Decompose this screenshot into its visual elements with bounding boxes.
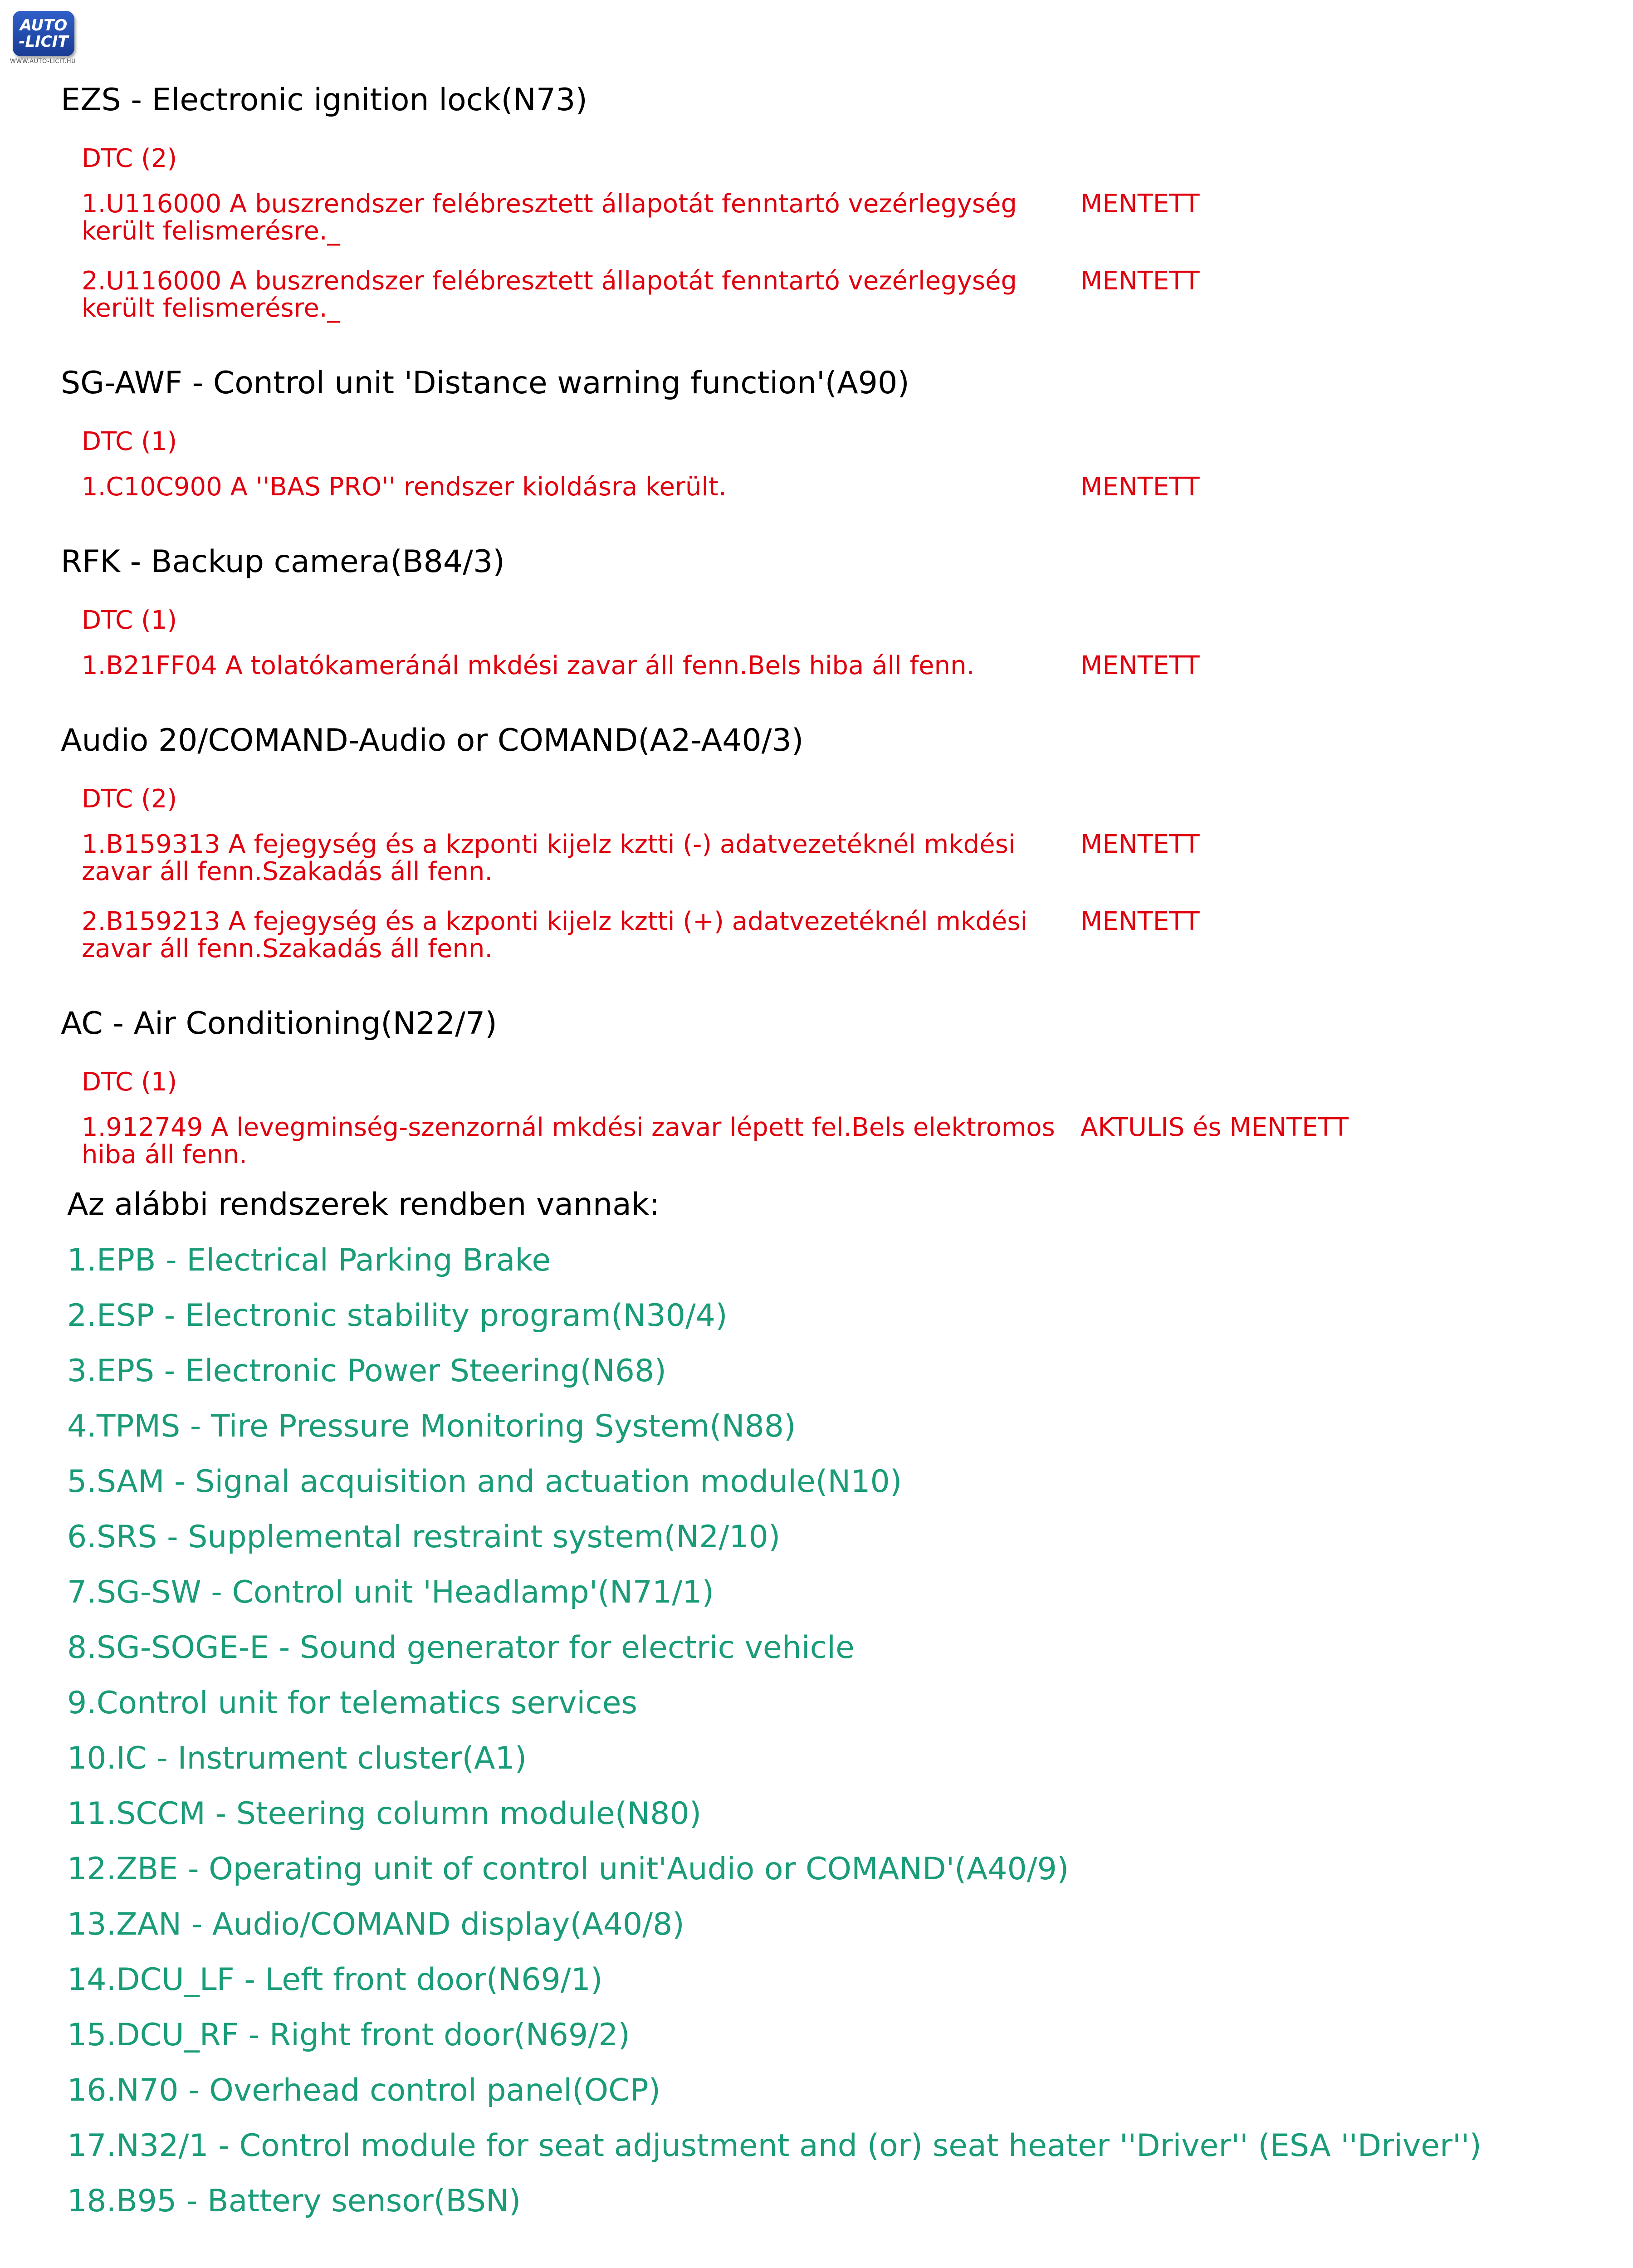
ok-system-item: 1.EPB - Electrical Parking Brake (67, 1242, 551, 1278)
ok-system-item: 16.N70 - Overhead control panel(OCP) (67, 2072, 661, 2108)
logo-line-2: -LICIT (19, 33, 68, 51)
dtc-description: 1.U116000 A buszrendszer felébresztett állapotát fenntartó vezérlegység került felismerésre._ (82, 189, 1017, 246)
ok-systems-section (0, 1168, 1633, 2229)
fault-section (0, 0, 1633, 322)
dtc-description: 2.U116000 A buszrendszer felébresztett állapotát fenntartó vezérlegység került felismerésre._ (82, 266, 1017, 323)
dtc-count: DTC (1) (82, 606, 177, 635)
section-title: SG-AWF - Control unit 'Distance warning function'(A90) (61, 365, 909, 401)
dtc-status: AKTULIS és MENTETT (1081, 1113, 1349, 1142)
section-title: AC - Air Conditioning(N22/7) (61, 1006, 497, 1041)
ok-system-item: 2.ESP - Electronic stability program(N30/4) (67, 1298, 728, 1334)
dtc-row (82, 191, 1533, 245)
ok-system-item: 11.SCCM - Steering column module(N80) (67, 1796, 702, 1832)
ok-system-item: 6.SRS - Supplemental restraint system(N2/10) (67, 1519, 781, 1555)
dtc-count: DTC (1) (82, 1067, 177, 1097)
fault-section (0, 322, 1633, 501)
ok-system-item: 7.SG-SW - Control unit 'Headlamp'(N71/1) (67, 1574, 714, 1610)
fault-section (0, 679, 1633, 963)
section-title: Audio 20/COMAND-Audio or COMAND(A2-A40/3) (61, 723, 804, 758)
dtc-row (82, 831, 1533, 885)
dtc-count: DTC (2) (82, 784, 177, 814)
fault-section (0, 501, 1633, 679)
dtc-description: 1.B21FF04 A tolatókameránál mkdési zavar áll fenn.Bels hiba áll fenn. (82, 651, 975, 680)
ok-system-item: 17.N32/1 - Control module for seat adjustment and (or) seat heater ''Driver'' (ESA ''Driver'') (67, 2128, 1481, 2164)
dtc-description: 1.B159313 A fejegység és a kzponti kijelz kztti (-) adatvezetéknél mkdési zavar áll fenn.Szakadás áll fenn. (82, 830, 1016, 886)
ok-system-item: 14.DCU_LF - Left front door(N69/1) (67, 1962, 603, 1998)
fault-section (0, 963, 1633, 1168)
dtc-description: 1.912749 A levegminség-szenzornál mkdési zavar lépett fel.Bels elektromos hiba áll fenn. (82, 1113, 1055, 1169)
dtc-row (82, 268, 1533, 322)
dtc-row (82, 652, 1533, 679)
dtc-row (82, 908, 1533, 963)
dtc-status: MENTETT (1081, 830, 1200, 859)
logo-line-1: AUTO (20, 16, 68, 34)
dtc-row (82, 474, 1533, 501)
dtc-status: MENTETT (1081, 907, 1200, 936)
dtc-count: DTC (1) (82, 427, 177, 456)
ok-system-item: 10.IC - Instrument cluster(A1) (67, 1740, 527, 1776)
ok-system-item: 12.ZBE - Operating unit of control unit'Audio or COMAND'(A40/9) (67, 1851, 1069, 1887)
ok-system-item: 3.EPS - Electronic Power Steering(N68) (67, 1353, 666, 1389)
ok-system-item: 15.DCU_RF - Right front door(N69/2) (67, 2017, 630, 2053)
dtc-status: MENTETT (1081, 189, 1200, 219)
ok-system-item: 8.SG-SOGE-E - Sound generator for electric vehicle (67, 1630, 855, 1666)
dtc-description: 2.B159213 A fejegység és a kzponti kijelz kztti (+) adatvezetéknél mkdési zavar áll fenn.Szakadás áll fenn. (82, 907, 1028, 963)
dtc-count: DTC (2) (82, 144, 177, 173)
section-title: EZS - Electronic ignition lock(N73) (61, 82, 587, 118)
ok-system-item: 9.Control unit for telematics services (67, 1685, 637, 1721)
ok-systems-title: Az alábbi rendszerek rendben vannak: (67, 1187, 660, 1222)
dtc-row (82, 1114, 1533, 1168)
dtc-status: MENTETT (1081, 266, 1200, 296)
dtc-status: MENTETT (1081, 651, 1200, 680)
ok-system-item: 18.B95 - Battery sensor(BSN) (67, 2183, 521, 2219)
section-title: RFK - Backup camera(B84/3) (61, 544, 505, 580)
ok-system-item: 5.SAM - Signal acquisition and actuation module(N10) (67, 1464, 902, 1500)
dtc-status: MENTETT (1081, 472, 1200, 502)
ok-system-item: 4.TPMS - Tire Pressure Monitoring System(N88) (67, 1408, 796, 1444)
dtc-description: 1.C10C900 A ''BAS PRO'' rendszer kioldásra került. (82, 472, 727, 502)
logo-url: WWW.AUTO-LICIT.HU (10, 58, 76, 65)
ok-system-item: 13.ZAN - Audio/COMAND display(A40/8) (67, 1906, 684, 1942)
